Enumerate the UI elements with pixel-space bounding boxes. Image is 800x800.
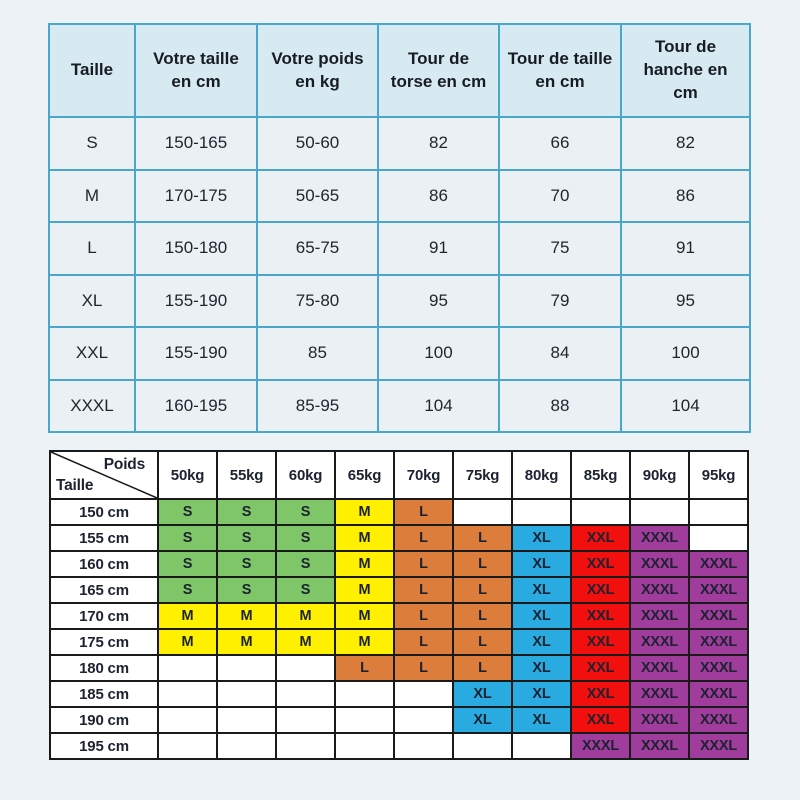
size-cell: S [277,526,334,550]
measurement-cell: 86 [622,171,749,222]
height-label: 175 cm [51,630,157,654]
size-cell: XXL [572,656,629,680]
weight-header: 60kg [277,452,334,498]
size-measurements-table [48,23,751,433]
height-label: 190 cm [51,708,157,732]
empty-cell [454,734,511,758]
corner-label-poids: Poids [103,456,145,473]
measurement-cell: 65-75 [258,223,377,274]
size-cell: M [218,630,275,654]
empty-cell [218,682,275,706]
size-cell: L [395,552,452,576]
size-cell: S [277,578,334,602]
size-cell: L [395,526,452,550]
size-cell: XXXL [631,734,688,758]
size-cell: S [218,552,275,576]
measurement-cell: 86 [379,171,498,222]
height-label: 150 cm [51,500,157,524]
empty-cell [277,708,334,732]
height-label: 170 cm [51,604,157,628]
size-cell: XL [513,656,570,680]
size-cell: XXXL [631,630,688,654]
measurement-cell: 100 [379,328,498,379]
height-label: 185 cm [51,682,157,706]
measurement-cell: 160-195 [136,381,256,432]
size-label-cell: XL [50,276,134,327]
size-cell: XL [513,604,570,628]
size-cell: L [454,526,511,550]
size-cell: XXL [572,526,629,550]
corner-label-taille: Taille [56,477,94,494]
size-cell: S [159,578,216,602]
weight-header: 90kg [631,452,688,498]
measurement-cell: 88 [500,381,620,432]
size-cell: XXL [572,708,629,732]
measurement-cell: 91 [379,223,498,274]
size-cell: L [454,630,511,654]
measurement-cell: 91 [622,223,749,274]
size-cell: M [336,578,393,602]
size-cell: L [395,578,452,602]
size-cell: L [454,578,511,602]
measurement-cell: 84 [500,328,620,379]
weight-header: 75kg [454,452,511,498]
measurement-cell: 75 [500,223,620,274]
weight-header: 85kg [572,452,629,498]
measurement-cell: 155-190 [136,328,256,379]
empty-cell [631,500,688,524]
size-cell: M [277,630,334,654]
size-cell: S [159,552,216,576]
size-cell: XL [513,578,570,602]
size-cell: XL [454,708,511,732]
measurement-cell: 150-180 [136,223,256,274]
empty-cell [218,708,275,732]
size-cell: XXL [572,682,629,706]
size-cell: XL [513,552,570,576]
size-label-cell: M [50,171,134,222]
size-cell: XXXL [631,656,688,680]
height-weight-size-matrix [49,450,749,760]
empty-cell [218,656,275,680]
size-label-cell: XXXL [50,381,134,432]
empty-cell [690,500,747,524]
empty-cell [277,734,334,758]
size-cell: M [159,630,216,654]
size-cell: XXL [572,552,629,576]
size-cell: XXXL [631,526,688,550]
column-header: Votre poids en kg [258,25,377,116]
empty-cell [336,734,393,758]
measurement-cell: 155-190 [136,276,256,327]
size-cell: S [218,500,275,524]
size-cell: XXL [572,604,629,628]
empty-cell [513,500,570,524]
column-header: Tour de hanche en cm [622,25,749,116]
measurement-cell: 82 [379,118,498,169]
size-cell: L [395,604,452,628]
size-cell: XXXL [572,734,629,758]
size-cell: M [277,604,334,628]
weight-header: 70kg [395,452,452,498]
size-cell: XXXL [631,682,688,706]
size-cell: XXL [572,630,629,654]
measurement-cell: 95 [379,276,498,327]
measurement-cell: 79 [500,276,620,327]
empty-cell [572,500,629,524]
measurement-cell: 95 [622,276,749,327]
column-header: Taille [50,25,134,116]
size-label-cell: S [50,118,134,169]
size-cell: S [277,500,334,524]
size-cell: M [218,604,275,628]
size-cell: L [454,656,511,680]
size-cell: XXXL [631,604,688,628]
size-cell: XXXL [690,604,747,628]
measurement-cell: 75-80 [258,276,377,327]
size-cell: L [454,604,511,628]
height-label: 180 cm [51,656,157,680]
measurement-cell: 100 [622,328,749,379]
height-label: 155 cm [51,526,157,550]
size-cell: XL [454,682,511,706]
size-cell: XXL [572,578,629,602]
size-cell: S [218,526,275,550]
empty-cell [336,708,393,732]
column-header: Votre taille en cm [136,25,256,116]
size-label-cell: L [50,223,134,274]
height-label: 160 cm [51,552,157,576]
measurement-cell: 170-175 [136,171,256,222]
size-cell: XL [513,630,570,654]
size-cell: XXXL [690,578,747,602]
weight-header: 95kg [690,452,747,498]
size-cell: XXXL [690,682,747,706]
size-cell: S [159,500,216,524]
empty-cell [277,682,334,706]
empty-cell [277,656,334,680]
size-cell: XXXL [631,552,688,576]
size-cell: XXXL [690,630,747,654]
size-cell: XL [513,526,570,550]
size-cell: XXXL [690,552,747,576]
size-cell: XL [513,708,570,732]
empty-cell [395,734,452,758]
measurement-cell: 70 [500,171,620,222]
size-cell: M [336,630,393,654]
size-cell: M [336,500,393,524]
empty-cell [159,734,216,758]
size-cell: XXXL [690,708,747,732]
measurement-cell: 50-65 [258,171,377,222]
weight-header: 65kg [336,452,393,498]
empty-cell [159,708,216,732]
empty-cell [336,682,393,706]
empty-cell [690,526,747,550]
size-cell: S [159,526,216,550]
size-cell: L [395,500,452,524]
weight-header: 55kg [218,452,275,498]
size-cell: L [395,656,452,680]
size-cell: XXXL [690,734,747,758]
column-header: Tour de taille en cm [500,25,620,116]
empty-cell [395,682,452,706]
measurement-cell: 104 [379,381,498,432]
measurement-cell: 104 [622,381,749,432]
column-header: Tour de torse en cm [379,25,498,116]
size-cell: M [336,526,393,550]
size-label-cell: XXL [50,328,134,379]
size-cell: M [336,604,393,628]
size-cell: L [395,630,452,654]
size-cell: L [454,552,511,576]
weight-header: 50kg [159,452,216,498]
measurement-cell: 85 [258,328,377,379]
size-cell: XXXL [690,656,747,680]
empty-cell [454,500,511,524]
size-cell: M [159,604,216,628]
size-cell: M [336,552,393,576]
measurement-cell: 50-60 [258,118,377,169]
measurement-cell: 150-165 [136,118,256,169]
measurement-cell: 85-95 [258,381,377,432]
measurement-cell: 82 [622,118,749,169]
matrix-corner-cell [51,452,157,498]
empty-cell [395,708,452,732]
size-cell: XXXL [631,578,688,602]
empty-cell [159,682,216,706]
empty-cell [513,734,570,758]
empty-cell [159,656,216,680]
size-cell: S [218,578,275,602]
measurement-cell: 66 [500,118,620,169]
size-cell: XL [513,682,570,706]
size-cell: XXXL [631,708,688,732]
height-label: 165 cm [51,578,157,602]
size-cell: L [336,656,393,680]
size-cell: S [277,552,334,576]
weight-header: 80kg [513,452,570,498]
height-label: 195 cm [51,734,157,758]
empty-cell [218,734,275,758]
